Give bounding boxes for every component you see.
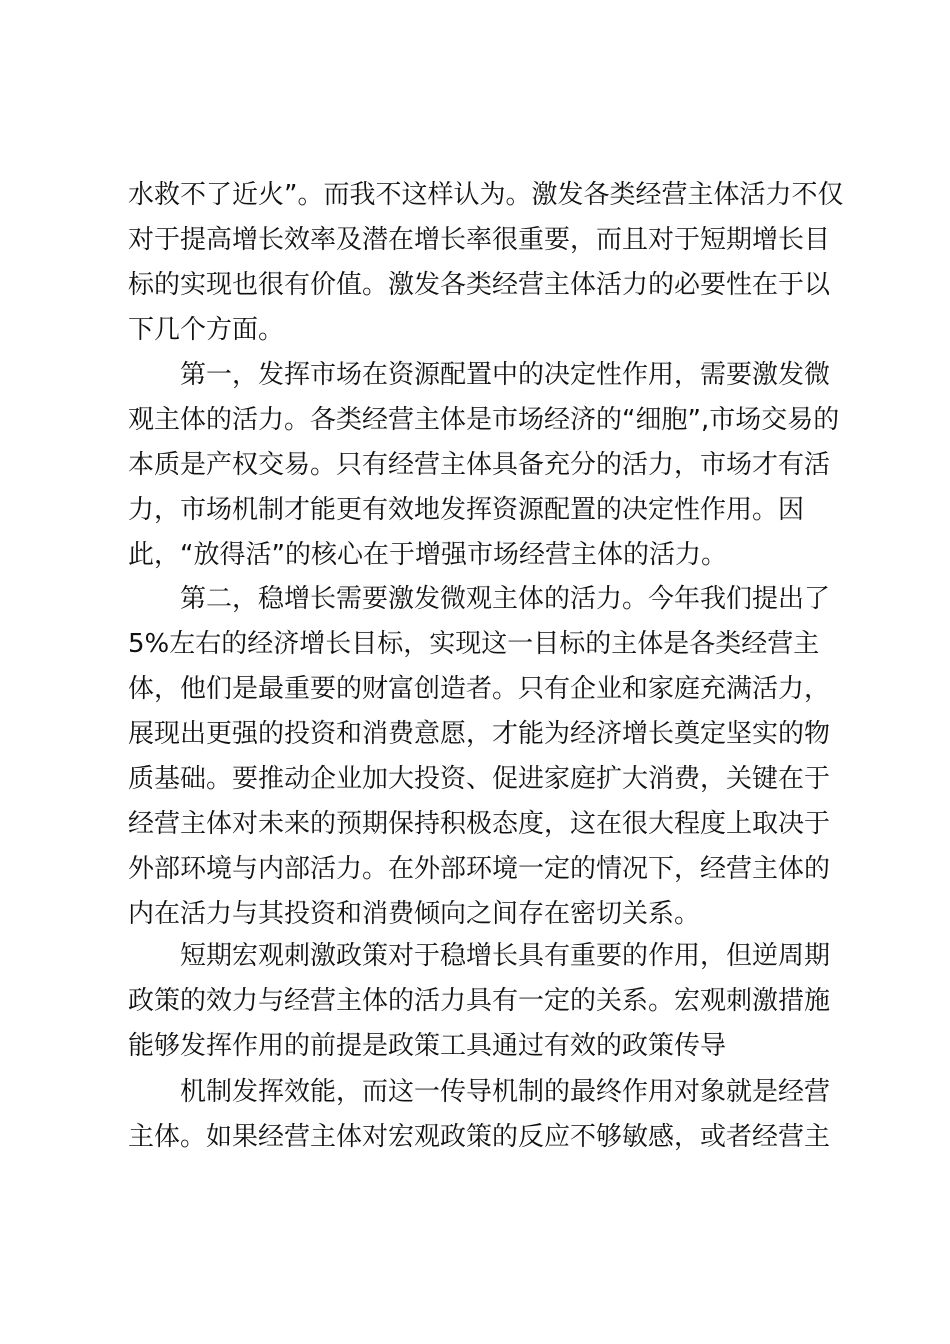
text-line: 质基础。要推动企业加大投资、促进家庭扩大消费，关键在于 (128, 764, 831, 794)
text-line: 水救不了近火”。而我不这样认为。激发各类经营主体活力不仅 (128, 180, 844, 210)
text-line: 短期宏观刺激政策对于稳增长具有重要的作用，但逆周期 (180, 941, 831, 971)
text-line: 标的实现也很有价值。激发各类经营主体活力的必要性在于以 (128, 270, 831, 300)
text-line: 机制发挥效能，而这一传导机制的最终作用对象就是经营 (180, 1077, 831, 1107)
text-line: 主体。如果经营主体对宏观政策的反应不够敏感，或者经营主 (128, 1122, 831, 1152)
text-line: 观主体的活力。各类经营主体是市场经济的“细胞”,市场交易的 (128, 405, 840, 435)
text-line: 政策的效力与经营主体的活力具有一定的关系。宏观刺激措施 (128, 986, 831, 1016)
text-line: 经营主体对未来的预期保持积极态度，这在很大程度上取决于 (128, 809, 831, 839)
paragraph-transmission (128, 1070, 831, 1160)
text-line: 第二，稳增长需要激发微观主体的活力。今年我们提出了 (180, 584, 831, 614)
text-line: 对于提高增长效率及潜在增长率很重要，而且对于短期增长目 (128, 225, 831, 255)
text-line: 5%左右的经济增长目标，实现这一目标的主体是各类经营主 (128, 629, 820, 659)
text-line: 此，“放得活”的核心在于增强市场经营主体的活力。 (128, 540, 727, 570)
text-line: 第一，发挥市场在资源配置中的决定性作用，需要激发微 (180, 360, 831, 390)
text-line: 下几个方面。 (128, 315, 285, 345)
text-line: 展现出更强的投资和消费意愿，才能为经济增长奠定坚实的物 (128, 719, 831, 749)
paragraph-macro-policy (128, 934, 831, 1069)
text-line: 体，他们是最重要的财富创造者。只有企业和家庭充满活力， (128, 674, 831, 704)
text-line: 力，市场机制才能更有效地发挥资源配置的决定性作用。因 (128, 495, 805, 525)
text-line: 外部环境与内部活力。在外部环境一定的情况下，经营主体的 (128, 854, 831, 884)
paragraph-intro (128, 173, 844, 353)
text-line: 能够发挥作用的前提是政策工具通过有效的政策传导 (128, 1031, 727, 1061)
text-line: 内在活力与其投资和消费倾向之间存在密切关系。 (128, 899, 701, 929)
paragraph-first-point (128, 353, 840, 578)
paragraph-second-point (128, 577, 831, 937)
text-line: 本质是产权交易。只有经营主体具备充分的活力，市场才有活 (128, 450, 831, 480)
